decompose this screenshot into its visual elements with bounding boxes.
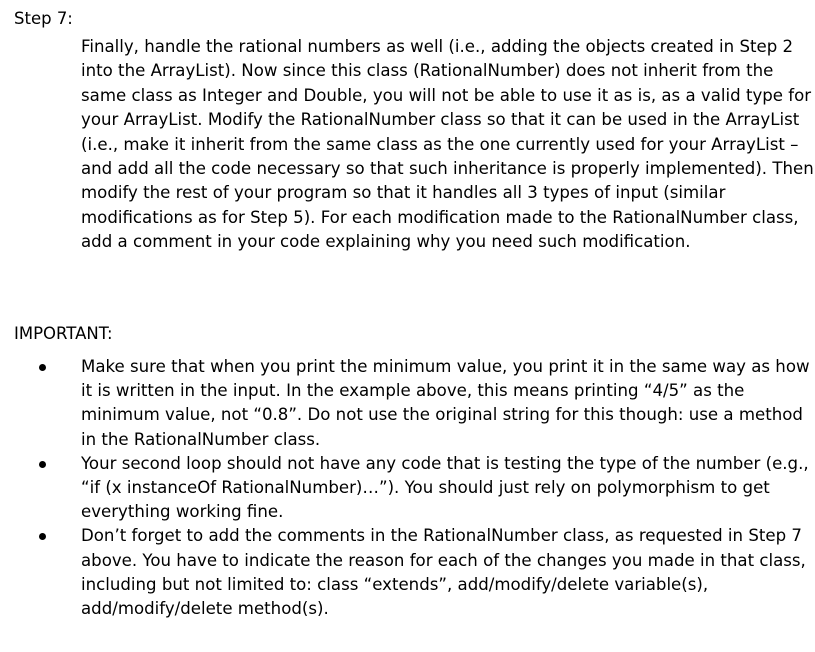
step-line: into the ArrayList). Now since this class (RationalNumber) does not inherit from the [81,61,774,81]
bullet-line: including but not limited to: class “extends”, add/modify/delete variable(s), [81,574,709,594]
bullet-line: everything working fine. [81,502,284,522]
step-heading: Step 7: [14,9,73,28]
step-line: (i.e., make it inherit from the same class as the one currently used for your ArrayList – [81,134,799,154]
bullet-line: it is written in the input. In the example above, this means printing “4/5” as the [81,381,745,401]
step-line: your ArrayList. Modify the RationalNumber class so that it can be used in the ArrayList [81,110,800,130]
important-bullet-list [0,355,815,621]
step-line: modifications as for Step 5). For each modification made to the RationalNumber class, [81,207,799,227]
important-heading: IMPORTANT: [14,324,113,343]
bullet-item-print-minimum [0,355,815,452]
bullet-line: Your second loop should not have any code that is testing the type of the number (e.g., [81,453,809,473]
bullet-item-polymorphism [0,452,815,525]
bullet-line: Don’t forget to add the comments in the RationalNumber class, as requested in Step 7 [81,526,802,546]
bullet-item-comments [0,524,815,621]
step-line: Finally, handle the rational numbers as well (i.e., adding the objects created in Step 2 [81,37,794,56]
bullet-line: Make sure that when you print the minimum value, you print it in the same way as how [81,357,810,376]
bullet-line: minimum value, not “0.8”. Do not use the original string for this though: use a method [81,405,803,425]
step-line: modify the rest of your program so that it handles all 3 types of input (similar [81,183,726,203]
bullet-dot-icon [39,364,46,371]
bullet-dot-icon [39,461,46,468]
step-paragraph [81,35,813,255]
bullet-line: add/modify/delete method(s). [81,599,329,619]
bullet-line: “if (x instanceOf RationalNumber)…”). You should just rely on polymorphism to get [81,478,770,498]
bullet-line: above. You have to indicate the reason for each of the changes you made in that class, [81,550,806,570]
step-line: same class as Integer and Double, you will not be able to use it as is, as a valid type for [81,85,812,105]
step-line: and add all the code necessary so that such inheritance is properly implemented). Then [81,159,814,179]
bullet-dot-icon [39,533,46,540]
step-line: add a comment in your code explaining why you need such modification. [81,232,691,252]
bullet-line: in the RationalNumber class. [81,429,321,449]
